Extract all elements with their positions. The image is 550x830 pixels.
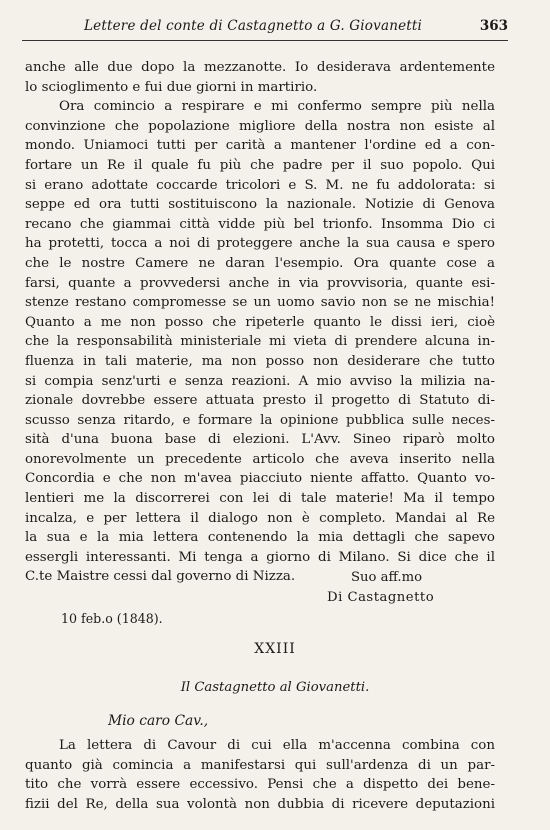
- closing-formula: Suo aff.mo: [351, 570, 423, 585]
- text-line: la sua e la mia lettera contenendo la mia dettagli che sapevo: [25, 530, 495, 546]
- text-line: C.te Maistre cessi dal governo di Nizza.: [25, 569, 296, 585]
- text-line: che le nostre Camere ne daran l'esempio. Ora quante cose a: [25, 255, 495, 271]
- text-line: seppe ed ora tutti sostituiscono la nazionale. Notizie di Genova: [25, 197, 495, 213]
- text-line: fortare un Re il quale fu più che padre per il suo popolo. Qui: [25, 157, 495, 173]
- salutation: Mio caro Cav.,: [108, 713, 209, 729]
- text-line: incalza, e per lettera il dialogo non è completo. Mandai al Re: [25, 510, 495, 526]
- text-line: si erano adottate coccarde tricolori e S. M. ne fu addolorata: si: [25, 177, 495, 193]
- text-line: Ora comincio a respirare e mi confermo sempre più nella: [59, 99, 495, 115]
- text-line: essergli interessanti. Mi tenga a giorno di Milano. Si dice che il: [25, 549, 495, 565]
- page-number: 363: [479, 18, 508, 34]
- section-numeral: XXIII: [254, 641, 296, 657]
- letter-body: [25, 58, 495, 587]
- text-line: La lettera di Cavour di cui ella m'accenna combina con: [59, 738, 495, 753]
- text-line: che la responsabilità ministeriale mi vieta di prendere alcuna in-: [25, 334, 495, 350]
- text-line: recano che giammai città vidde più bel trionfo. Insomma Dio ci: [25, 216, 495, 232]
- text-line: lentieri me la discorrerei con lei di tale materie! Ma il tempo: [25, 491, 495, 507]
- next-letter-body: [25, 736, 495, 814]
- running-title: Lettere del conte di Castagnetto a G. Giovanetti: [84, 18, 423, 34]
- text-line: stenze restano compromesse se un uomo savio non se ne mischia!: [25, 295, 495, 311]
- text-line: mondo. Uniamoci tutti per carità a mantener l'ordine ed a con-: [25, 138, 495, 154]
- text-line: scusso senza ritardo, e formare la opinione pubblica sulle neces-: [25, 412, 495, 428]
- text-line: ha protetti, tocca a noi di proteggere anche la sua causa e spero: [25, 236, 495, 252]
- text-line: lo scioglimento e fui due giorni in martirio.: [25, 79, 318, 95]
- text-line: anche alle due dopo la mezzanotte. Io desiderava ardentemente: [25, 60, 495, 75]
- text-line: fizii del Re, della sua volontà non dubbia di ricevere deputazioni: [25, 796, 495, 812]
- text-line: zionale dovrebbe essere attuata presto il progetto di Statuto di-: [25, 393, 495, 409]
- signature: Di Castagnetto: [327, 590, 435, 605]
- running-header: [22, 18, 508, 41]
- text-line: sità d'una buona base di elezioni. L'Avv. Sineo riparò molto: [25, 432, 495, 448]
- text-line: Quanto a me non posso che ripeterle quanto le dissi ieri, cioè: [25, 314, 495, 330]
- text-line: fluenza in tali materie, ma non posso non desiderare che tutto: [25, 353, 495, 369]
- text-line: tito che vorrà essere eccessivo. Pensi che a dispetto dei bene-: [25, 777, 495, 793]
- text-line: quanto già comincia a manifestarsi qui sull'ardenza di un par-: [25, 757, 495, 773]
- text-line: Concordia e che non m'avea piacciuto niente affatto. Quanto vo-: [25, 471, 495, 487]
- text-line: si compia senz'urti e senza reazioni. A mio avviso la milizia na-: [25, 373, 495, 389]
- text-line: farsi, quante a provvedersi anche in via provvisoria, quante esi-: [25, 275, 495, 291]
- section-heading: Il Castagnetto al Giovanetti.: [180, 680, 370, 695]
- text-line: onorevolmente un precedente articolo che aveva inserito nella: [25, 451, 495, 467]
- text-line: convinzione che popolazione migliore della nostra non esiste al: [25, 118, 495, 134]
- letter-date: 10 feb.o (1848).: [61, 611, 163, 626]
